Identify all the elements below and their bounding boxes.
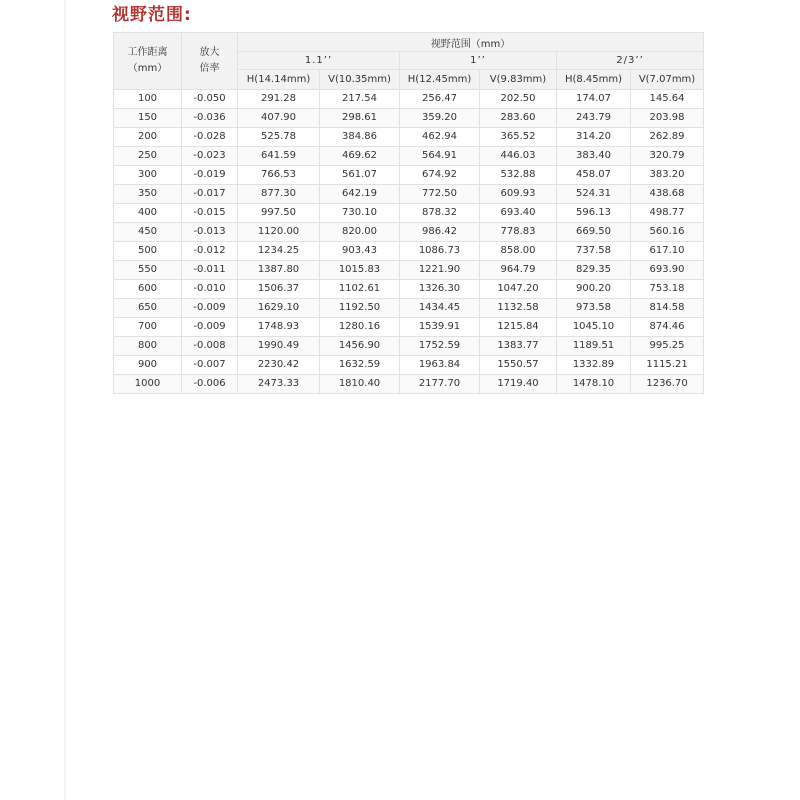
cell-working-distance: 600 bbox=[114, 280, 182, 299]
cell-sensor-2-3-h: 1045.10 bbox=[557, 318, 631, 337]
header-sensor-1-h: H(12.45mm) bbox=[400, 70, 480, 90]
cell-sensor-1-v: 202.50 bbox=[480, 90, 557, 109]
cell-sensor-1-1-v: 1015.83 bbox=[320, 261, 400, 280]
header-sensor-1-1-h: H(14.14mm) bbox=[238, 70, 320, 90]
cell-sensor-1-v: 964.79 bbox=[480, 261, 557, 280]
cell-sensor-2-3-h: 243.79 bbox=[557, 109, 631, 128]
cell-sensor-1-1-h: 877.30 bbox=[238, 185, 320, 204]
cell-sensor-2-3-v: 498.77 bbox=[631, 204, 704, 223]
cell-working-distance: 500 bbox=[114, 242, 182, 261]
cell-sensor-1-1-v: 730.10 bbox=[320, 204, 400, 223]
cell-sensor-1-h: 1539.91 bbox=[400, 318, 480, 337]
cell-working-distance: 700 bbox=[114, 318, 182, 337]
cell-sensor-1-v: 1383.77 bbox=[480, 337, 557, 356]
cell-sensor-1-v: 365.52 bbox=[480, 128, 557, 147]
cell-sensor-2-3-v: 874.46 bbox=[631, 318, 704, 337]
cell-sensor-2-3-h: 314.20 bbox=[557, 128, 631, 147]
cell-magnification: -0.028 bbox=[182, 128, 238, 147]
cell-magnification: -0.010 bbox=[182, 280, 238, 299]
table-row bbox=[114, 109, 704, 128]
cell-sensor-2-3-v: 383.20 bbox=[631, 166, 704, 185]
cell-sensor-1-1-v: 642.19 bbox=[320, 185, 400, 204]
cell-sensor-2-3-h: 669.50 bbox=[557, 223, 631, 242]
cell-working-distance: 550 bbox=[114, 261, 182, 280]
cell-sensor-2-3-v: 693.90 bbox=[631, 261, 704, 280]
header-fov-group: 视野范围（mm） bbox=[238, 33, 704, 52]
cell-sensor-1-v: 609.93 bbox=[480, 185, 557, 204]
cell-sensor-2-3-v: 560.16 bbox=[631, 223, 704, 242]
cell-sensor-1-1-h: 766.53 bbox=[238, 166, 320, 185]
cell-sensor-2-3-h: 596.13 bbox=[557, 204, 631, 223]
cell-sensor-2-3-v: 145.64 bbox=[631, 90, 704, 109]
cell-working-distance: 800 bbox=[114, 337, 182, 356]
header-sensor-2-3: 2/3’’ bbox=[557, 52, 704, 70]
cell-working-distance: 200 bbox=[114, 128, 182, 147]
cell-magnification: -0.009 bbox=[182, 299, 238, 318]
cell-working-distance: 100 bbox=[114, 90, 182, 109]
cell-sensor-2-3-v: 262.89 bbox=[631, 128, 704, 147]
cell-sensor-2-3-v: 995.25 bbox=[631, 337, 704, 356]
cell-sensor-2-3-h: 458.07 bbox=[557, 166, 631, 185]
header-sensor-1: 1’’ bbox=[400, 52, 557, 70]
cell-sensor-1-h: 2177.70 bbox=[400, 375, 480, 394]
cell-sensor-1-1-v: 820.00 bbox=[320, 223, 400, 242]
cell-sensor-1-1-h: 1629.10 bbox=[238, 299, 320, 318]
cell-sensor-2-3-h: 1189.51 bbox=[557, 337, 631, 356]
page-edge-shadow bbox=[64, 0, 66, 800]
cell-magnification: -0.036 bbox=[182, 109, 238, 128]
cell-sensor-1-1-h: 1506.37 bbox=[238, 280, 320, 299]
cell-sensor-1-h: 462.94 bbox=[400, 128, 480, 147]
cell-sensor-2-3-v: 753.18 bbox=[631, 280, 704, 299]
cell-sensor-1-1-h: 1990.49 bbox=[238, 337, 320, 356]
cell-sensor-2-3-h: 1332.89 bbox=[557, 356, 631, 375]
cell-sensor-1-1-h: 997.50 bbox=[238, 204, 320, 223]
cell-working-distance: 900 bbox=[114, 356, 182, 375]
cell-sensor-2-3-v: 438.68 bbox=[631, 185, 704, 204]
cell-magnification: -0.008 bbox=[182, 337, 238, 356]
cell-magnification: -0.006 bbox=[182, 375, 238, 394]
cell-sensor-2-3-v: 617.10 bbox=[631, 242, 704, 261]
table-row bbox=[114, 242, 704, 261]
table-row bbox=[114, 147, 704, 166]
header-sensor-2-3-h: H(8.45mm) bbox=[557, 70, 631, 90]
cell-sensor-2-3-h: 524.31 bbox=[557, 185, 631, 204]
cell-sensor-1-v: 778.83 bbox=[480, 223, 557, 242]
cell-sensor-1-h: 1221.90 bbox=[400, 261, 480, 280]
table-row bbox=[114, 375, 704, 394]
cell-sensor-1-1-h: 1748.93 bbox=[238, 318, 320, 337]
header-sensor-1-1-v: V(10.35mm) bbox=[320, 70, 400, 90]
cell-sensor-2-3-h: 829.35 bbox=[557, 261, 631, 280]
cell-sensor-1-1-v: 298.61 bbox=[320, 109, 400, 128]
cell-sensor-1-v: 283.60 bbox=[480, 109, 557, 128]
cell-sensor-2-3-h: 383.40 bbox=[557, 147, 631, 166]
table-row bbox=[114, 337, 704, 356]
cell-sensor-1-h: 674.92 bbox=[400, 166, 480, 185]
header-magnification-label: 放大 倍率 bbox=[199, 47, 220, 74]
table-row bbox=[114, 166, 704, 185]
cell-sensor-1-h: 878.32 bbox=[400, 204, 480, 223]
cell-magnification: -0.011 bbox=[182, 261, 238, 280]
cell-magnification: -0.013 bbox=[182, 223, 238, 242]
cell-sensor-1-1-v: 903.43 bbox=[320, 242, 400, 261]
header-sensor-1-v: V(9.83mm) bbox=[480, 70, 557, 90]
cell-sensor-1-v: 1132.58 bbox=[480, 299, 557, 318]
cell-working-distance: 150 bbox=[114, 109, 182, 128]
cell-magnification: -0.023 bbox=[182, 147, 238, 166]
cell-sensor-1-1-h: 2473.33 bbox=[238, 375, 320, 394]
fov-table bbox=[113, 32, 704, 394]
cell-working-distance: 650 bbox=[114, 299, 182, 318]
cell-working-distance: 350 bbox=[114, 185, 182, 204]
table-row bbox=[114, 185, 704, 204]
cell-working-distance: 1000 bbox=[114, 375, 182, 394]
cell-sensor-2-3-h: 900.20 bbox=[557, 280, 631, 299]
cell-sensor-1-h: 1434.45 bbox=[400, 299, 480, 318]
cell-sensor-2-3-v: 814.58 bbox=[631, 299, 704, 318]
cell-sensor-1-h: 986.42 bbox=[400, 223, 480, 242]
table-row bbox=[114, 280, 704, 299]
cell-sensor-1-v: 446.03 bbox=[480, 147, 557, 166]
cell-sensor-1-1-h: 641.59 bbox=[238, 147, 320, 166]
cell-sensor-1-v: 532.88 bbox=[480, 166, 557, 185]
cell-sensor-1-1-v: 217.54 bbox=[320, 90, 400, 109]
table-row bbox=[114, 90, 704, 109]
cell-sensor-1-v: 858.00 bbox=[480, 242, 557, 261]
cell-sensor-1-h: 1752.59 bbox=[400, 337, 480, 356]
header-working-distance bbox=[114, 33, 182, 90]
cell-sensor-1-1-v: 561.07 bbox=[320, 166, 400, 185]
cell-sensor-1-h: 564.91 bbox=[400, 147, 480, 166]
cell-sensor-1-1-v: 1102.61 bbox=[320, 280, 400, 299]
cell-sensor-2-3-v: 1236.70 bbox=[631, 375, 704, 394]
header-sensor-2-3-v: V(7.07mm) bbox=[631, 70, 704, 90]
table-row bbox=[114, 318, 704, 337]
header-sensor-1-1: 1.1’’ bbox=[238, 52, 400, 70]
header-working-distance-label: 工作距离 （mm） bbox=[127, 47, 168, 74]
cell-working-distance: 450 bbox=[114, 223, 182, 242]
cell-sensor-1-h: 1326.30 bbox=[400, 280, 480, 299]
cell-sensor-1-1-h: 291.28 bbox=[238, 90, 320, 109]
table-row bbox=[114, 299, 704, 318]
cell-working-distance: 300 bbox=[114, 166, 182, 185]
cell-sensor-1-h: 772.50 bbox=[400, 185, 480, 204]
table-row bbox=[114, 261, 704, 280]
cell-sensor-1-1-h: 1387.80 bbox=[238, 261, 320, 280]
cell-magnification: -0.019 bbox=[182, 166, 238, 185]
cell-sensor-1-h: 359.20 bbox=[400, 109, 480, 128]
cell-sensor-1-1-h: 2230.42 bbox=[238, 356, 320, 375]
cell-sensor-1-h: 1086.73 bbox=[400, 242, 480, 261]
section-title: 视野范围: bbox=[112, 5, 192, 25]
table-row bbox=[114, 204, 704, 223]
cell-sensor-2-3-h: 973.58 bbox=[557, 299, 631, 318]
cell-working-distance: 400 bbox=[114, 204, 182, 223]
cell-sensor-1-h: 1963.84 bbox=[400, 356, 480, 375]
table-header bbox=[114, 33, 704, 90]
cell-sensor-2-3-v: 320.79 bbox=[631, 147, 704, 166]
cell-magnification: -0.012 bbox=[182, 242, 238, 261]
header-magnification bbox=[182, 33, 238, 90]
cell-sensor-2-3-h: 1478.10 bbox=[557, 375, 631, 394]
table-row bbox=[114, 356, 704, 375]
cell-magnification: -0.050 bbox=[182, 90, 238, 109]
cell-magnification: -0.007 bbox=[182, 356, 238, 375]
cell-sensor-1-v: 693.40 bbox=[480, 204, 557, 223]
cell-sensor-1-1-h: 1234.25 bbox=[238, 242, 320, 261]
cell-sensor-1-1-v: 1632.59 bbox=[320, 356, 400, 375]
cell-working-distance: 250 bbox=[114, 147, 182, 166]
cell-magnification: -0.015 bbox=[182, 204, 238, 223]
cell-sensor-2-3-v: 1115.21 bbox=[631, 356, 704, 375]
cell-sensor-1-1-v: 469.62 bbox=[320, 147, 400, 166]
cell-sensor-1-1-h: 525.78 bbox=[238, 128, 320, 147]
cell-sensor-1-1-v: 1280.16 bbox=[320, 318, 400, 337]
cell-sensor-1-v: 1215.84 bbox=[480, 318, 557, 337]
cell-sensor-1-h: 256.47 bbox=[400, 90, 480, 109]
cell-sensor-2-3-v: 203.98 bbox=[631, 109, 704, 128]
cell-sensor-1-1-v: 1810.40 bbox=[320, 375, 400, 394]
cell-sensor-1-v: 1719.40 bbox=[480, 375, 557, 394]
cell-magnification: -0.009 bbox=[182, 318, 238, 337]
cell-magnification: -0.017 bbox=[182, 185, 238, 204]
table-row bbox=[114, 223, 704, 242]
cell-sensor-1-1-v: 1192.50 bbox=[320, 299, 400, 318]
cell-sensor-2-3-h: 174.07 bbox=[557, 90, 631, 109]
cell-sensor-1-v: 1550.57 bbox=[480, 356, 557, 375]
cell-sensor-2-3-h: 737.58 bbox=[557, 242, 631, 261]
cell-sensor-1-1-h: 1120.00 bbox=[238, 223, 320, 242]
table-body bbox=[114, 90, 704, 394]
cell-sensor-1-1-v: 384.86 bbox=[320, 128, 400, 147]
cell-sensor-1-1-h: 407.90 bbox=[238, 109, 320, 128]
cell-sensor-1-1-v: 1456.90 bbox=[320, 337, 400, 356]
cell-sensor-1-v: 1047.20 bbox=[480, 280, 557, 299]
table-row bbox=[114, 128, 704, 147]
